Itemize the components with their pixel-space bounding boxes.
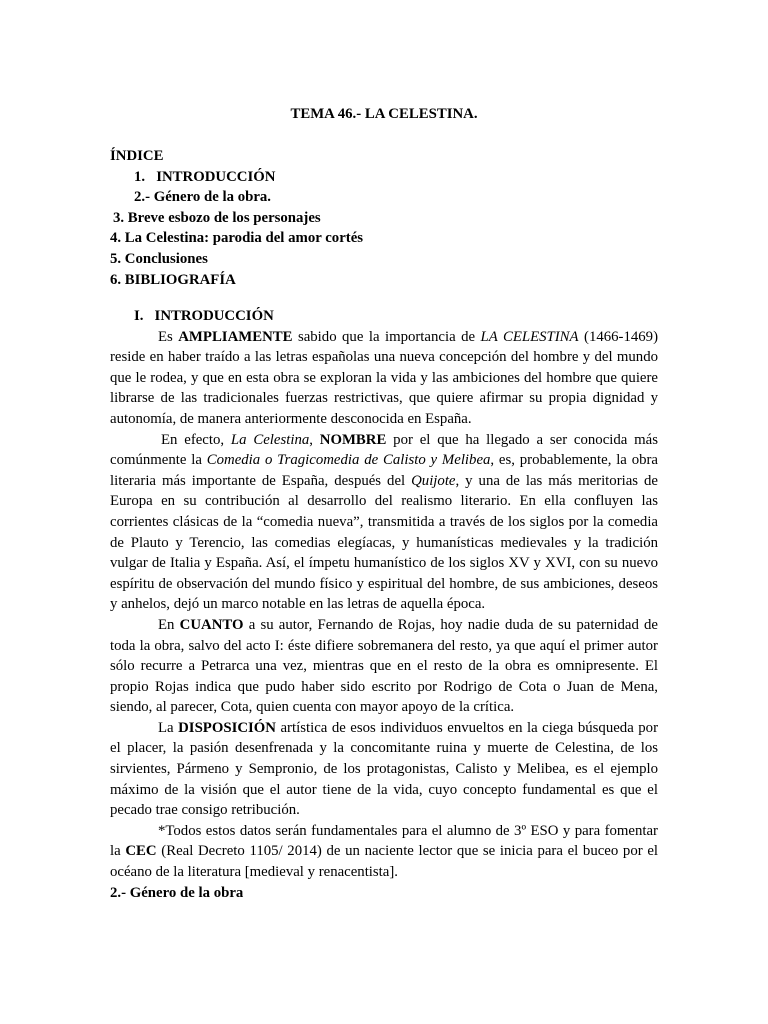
section-heading-introduccion: I. INTRODUCCIÓN [134,308,274,324]
toc-item-parodia: 4. La Celestina: parodia del amor cortés [110,230,364,247]
table-of-contents [110,146,658,290]
paragraph-5: *Todos estos datos serán fundamentales para el alumno de 3º ESO y para fomentar la CEC (Real Decreto 1105/ 2014) de un naciente lector que se inicia para el buceo por el océano de la literatura [medieval y renacentista]. [110,822,658,881]
toc-item-bibliografia: 6. BIBLIOGRAFÍA [110,271,236,288]
document-title: TEMA 46.- LA CELESTINA. [290,106,478,122]
paragraph-3: En CUANTO a su autor, Fernando de Rojas, hoy nadie duda de su paternidad de toda la obra, salvo del acto I: éste difiere sobremanera del resto, ya que aquí el primer autor sólo recurre a Petrarca una vez, mientras que en el resto de la obra es omnipresente. El propio Rojas indica que pudo haber sido escrito por Rodrigo de Cota o Juan de Mena, siendo, al parecer, Cota, quien cuenta con mayor apoyo de la crítica. [110,616,658,716]
paragraph-2: En efecto, La Celestina, NOMBRE por el que ha llegado a ser conocida más comúnmente la Comedia o Tragicomedia de Calisto y Melibea, es, probablemente, la obra literaria más importante de España, después del Quijote, y una de las más meritorias de Europa en su contribución al desarrollo del realismo literario. En ella confluyen las corrientes clásicas de la “comedia nueva”, transmitida a través de los siglos por la comedia de Plauto y Terencio, las comedias elegíacas, y humanísticas medievales y la tradición vulgar de Italia y España. Así, el ímpetu humanístico de los siglos XV y XVI, con su nuevo espíritu de observación del mundo físico y espiritual del hombre, de sus ambiciones, deseos y anhelos, dejó un marco notable en las letras de aquella época. [110,431,658,613]
toc-item-personajes: 3. Breve esbozo de los personajes [113,209,321,226]
toc-item-genero: 2.- Género de la obra. [134,189,271,206]
paragraph-4: La DISPOSICIÓN artística de esos individuos envueltos en la ciega búsqueda por el placer, la pasión desenfrenada y la concomitante ruina y muerte de Celestina, de los sirvientes, Pármeno y Sempronio, de los protagonistas, Calisto y Melibea, es el ejemplo máximo de la visión que el autor tiene de la vida, cuyo concepto fundamental es que el pecado trae consigo retribución. [110,719,658,819]
section-heading-genero: 2.- Género de la obra [110,884,244,901]
paragraph-1: Es AMPLIAMENTE sabido que la importancia de LA CELESTINA (1466-1469) reside en haber traído a las letras españolas una nueva concepción del hombre y del mundo que le rodea, y que en esta obra se exploran la vida y las ambiciones del hombre que quiere librarse de las tradicionales fuerzas restrictivas, que quiere afirmar su propia dignidad y autonomía, de manera anteriormente desconocida en España. [110,328,659,427]
document-body [110,306,658,903]
toc-item-introduccion: 1. INTRODUCCIÓN [134,168,276,185]
toc-item-conclusiones: 5. Conclusiones [110,250,208,267]
toc-heading: ÍNDICE [110,148,164,164]
